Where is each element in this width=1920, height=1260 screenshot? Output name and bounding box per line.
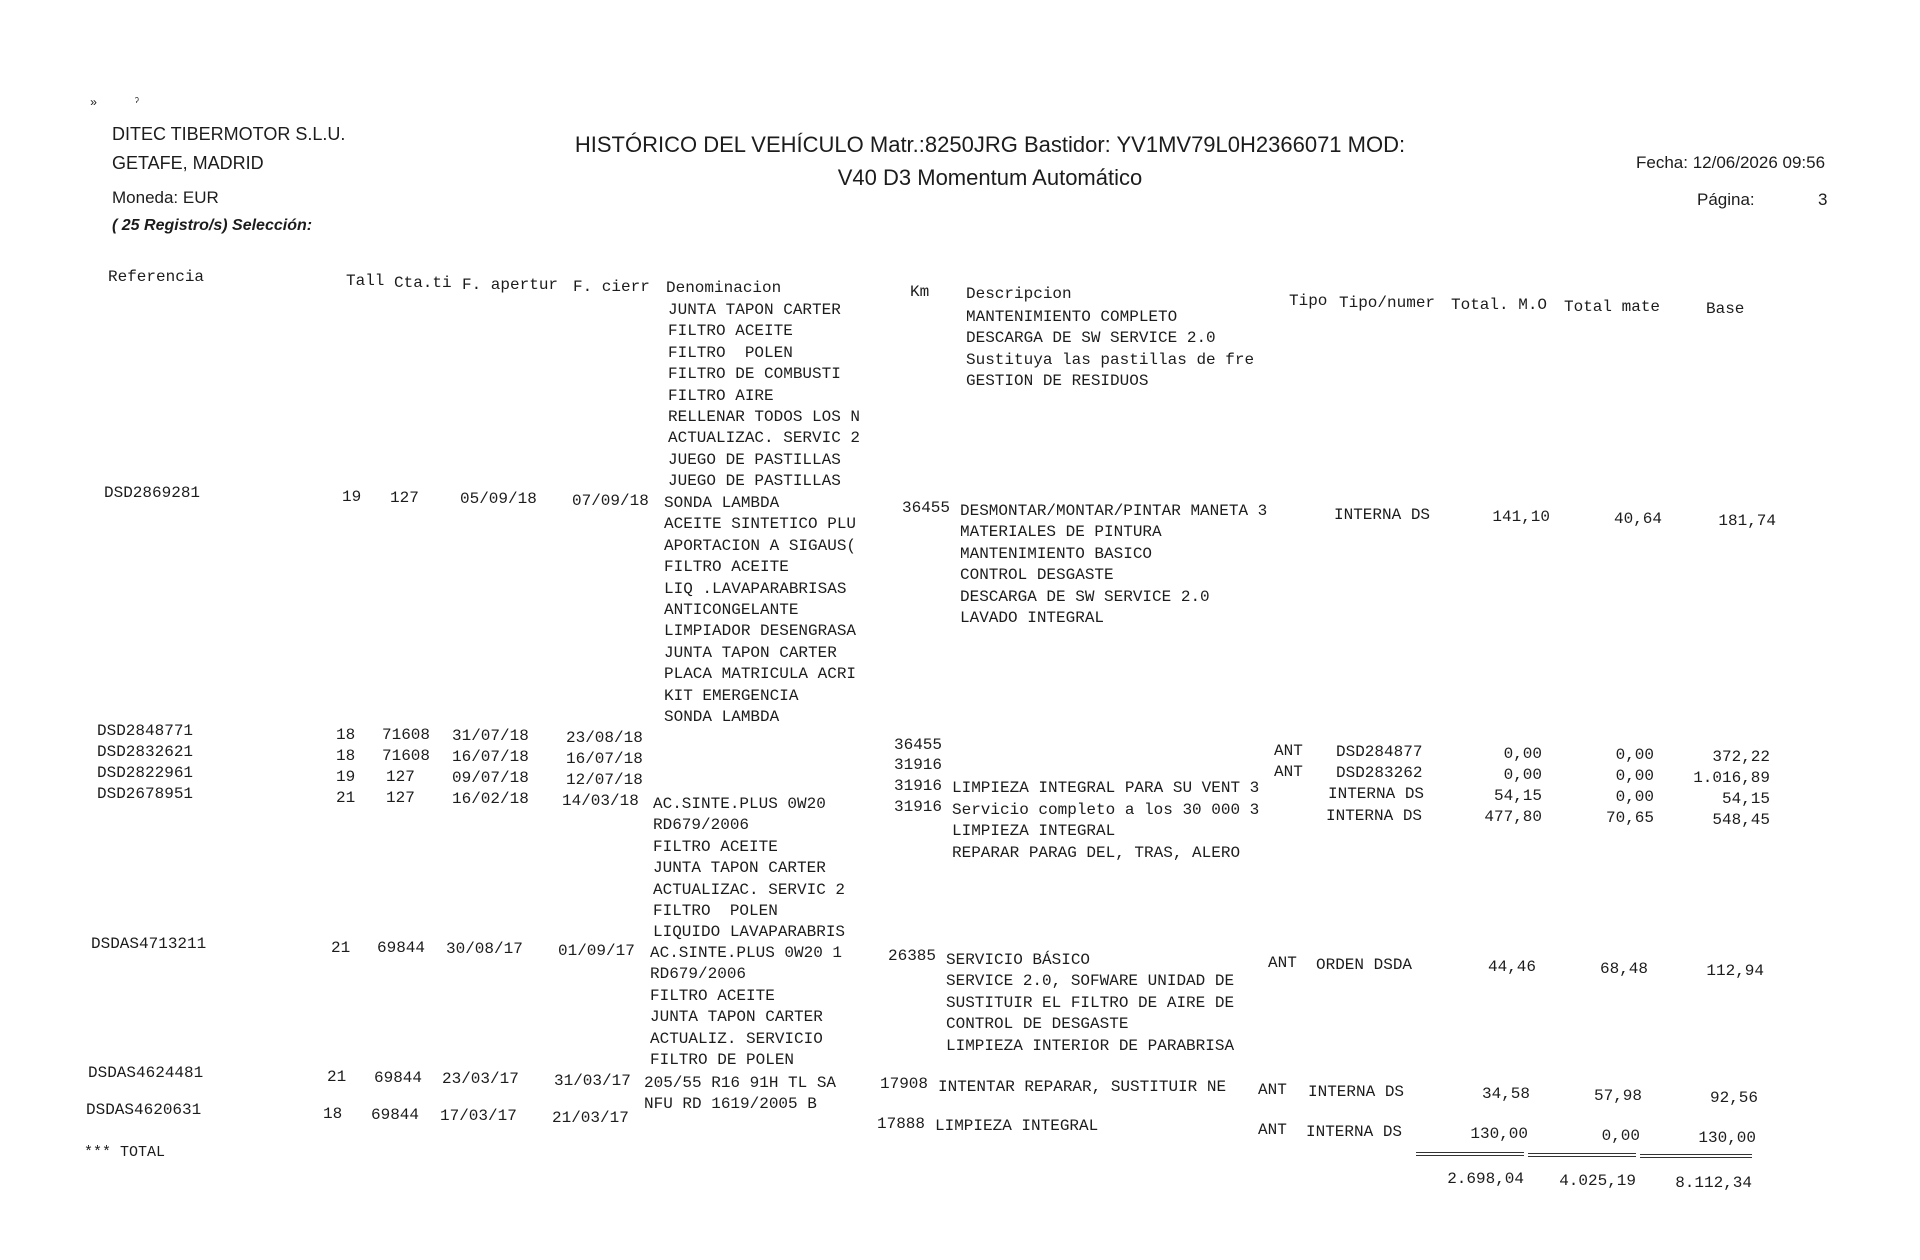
row-tall: 18 — [336, 726, 356, 744]
row-tall: 19 — [336, 768, 356, 786]
row-base: 372,22 — [1712, 748, 1770, 766]
row-tall: 21 — [331, 939, 351, 957]
row-base: 181,74 — [1718, 512, 1776, 530]
row-cta: 71608 — [382, 747, 431, 765]
row-descripcion: LIMPIEZA INTEGRAL PARA SU VENT 3 — [952, 779, 1260, 797]
row-referencia: DSD2678951 — [97, 785, 194, 803]
col-km: Km — [910, 283, 930, 301]
row-cierre: 12/07/18 — [566, 771, 643, 789]
total-base: 8.112,34 — [1675, 1174, 1752, 1192]
denominacion-continuation: JUNTA TAPON CARTER FILTRO ACEITE FILTRO POLEN FILTRO DE COMBUSTI FILTRO AIRE RELLENAR TODOS LOS N ACTUALIZAC. SERVIC 2 JUEGO DE PASTILLAS JUEGO DE PASTILLAS — [668, 301, 861, 491]
row-referencia: DSD2822961 — [97, 764, 194, 782]
row-referencia: DSDAS4624481 — [88, 1064, 204, 1082]
row-base: 1.016,89 — [1693, 769, 1770, 787]
row-cierre: 14/03/18 — [562, 792, 639, 810]
row-referencia: DSD2848771 — [97, 722, 194, 740]
col-tall: Tall — [346, 272, 385, 290]
total-mo: 2.698,04 — [1447, 1170, 1524, 1188]
total-base-rule — [1640, 1154, 1752, 1158]
row-denominacion: AC.SINTE.PLUS 0W20 1 RD679/2006 FILTRO ACEITE JUNTA TAPON CARTER ACTUALIZ. SERVICIO FILTRO DE POLEN — [650, 944, 843, 1070]
page-subtitle: V40 D3 Momentum Automático — [837, 165, 1143, 190]
row-total-materiales: 40,64 — [1613, 510, 1662, 528]
row-km: 26385 — [888, 947, 937, 965]
row-total-mo: 54,15 — [1493, 787, 1542, 805]
col-total-materiales: Total mate — [1564, 298, 1661, 316]
row-cierre: 21/03/17 — [552, 1109, 629, 1127]
row-referencia: DSD2869281 — [104, 484, 201, 502]
row-cta: 127 — [390, 489, 419, 507]
row-tipo-numero: INTERNA DS — [1328, 785, 1425, 803]
row-descripcion: DESMONTAR/MONTAR/PINTAR MANETA 3 MATERIALES DE PINTURA MANTENIMIENTO BASICO CONTROL DESGASTE DESCARGA DE SW SERVICE 2.0 LAVADO INTEGRAL — [960, 502, 1268, 628]
row-km: 31916 — [894, 798, 943, 816]
row-apertura: 09/07/18 — [452, 769, 529, 787]
row-km: 17908 — [880, 1075, 929, 1093]
row-total-materiales: 68,48 — [1599, 960, 1648, 978]
company-city: GETAFE, MADRID — [112, 153, 264, 173]
row-tipo-numero: ORDEN DSDA — [1316, 956, 1413, 974]
total-mo-rule — [1416, 1152, 1524, 1156]
row-tall: 18 — [336, 747, 356, 765]
row-tipo-numero: INTERNA DS — [1326, 807, 1423, 825]
row-cierre: 07/09/18 — [572, 492, 649, 510]
row-tipo-numero: INTERNA DS — [1308, 1083, 1405, 1101]
row-total-materiales: 57,98 — [1593, 1087, 1642, 1105]
col-cierre: F. cierr — [573, 278, 650, 296]
row-cierre: 31/03/17 — [554, 1072, 631, 1090]
col-total-mo: Total. M.O — [1451, 296, 1548, 314]
row-base: 112,94 — [1706, 962, 1764, 980]
row-cta: 127 — [386, 789, 415, 807]
row-tipo: ANT — [1258, 1121, 1287, 1139]
currency: Moneda: EUR — [112, 188, 219, 207]
row-base: 54,15 — [1721, 790, 1770, 808]
total-label: *** TOTAL — [84, 1144, 166, 1161]
row-base: 130,00 — [1698, 1129, 1756, 1147]
col-tipo-numero: Tipo/numer — [1339, 294, 1436, 312]
row-cta: 69844 — [377, 939, 426, 957]
row-km: 31916 — [894, 756, 943, 774]
page-number: 3 — [1818, 190, 1828, 209]
row-total-mo: 34,58 — [1481, 1085, 1530, 1103]
row-km: 36455 — [902, 499, 951, 517]
row-base: 92,56 — [1709, 1089, 1758, 1107]
row-km: 36455 — [894, 736, 943, 754]
row-apertura: 23/03/17 — [442, 1070, 519, 1088]
row-cta: 69844 — [374, 1069, 423, 1087]
row-denominacion: AC.SINTE.PLUS 0W20 RD679/2006 FILTRO ACEITE JUNTA TAPON CARTER ACTUALIZAC. SERVIC 2 FILTRO POLEN LIQUIDO LAVAPARABRIS — [653, 795, 846, 942]
row-tipo-numero: DSD283262 — [1336, 764, 1423, 782]
row-km: 31916 — [894, 777, 943, 795]
scan-marks: » ˀ — [90, 96, 141, 110]
row-cta: 71608 — [382, 726, 431, 744]
records-selection: ( 25 Registro/s) Selección: — [112, 217, 313, 234]
row-km: 17888 — [877, 1115, 926, 1133]
row-cierre: 23/08/18 — [566, 729, 643, 747]
row-descripcion: LIMPIEZA INTEGRAL — [935, 1117, 1099, 1135]
row-total-mo: 130,00 — [1470, 1125, 1528, 1143]
row-denominacion: SONDA LAMBDA ACEITE SINTETICO PLU APORTACION A SIGAUS( FILTRO ACEITE LIQ .LAVAPARABRISAS ANTICONGELANTE LIMPIADOR DESENGRASA JUNTA TAPON CARTER PLACA MATRICULA ACRI KIT EMERGENCIA SONDA LAMBDA — [664, 494, 857, 727]
row-base: 548,45 — [1712, 811, 1770, 829]
row-tipo-numero: INTERNA DS — [1306, 1123, 1403, 1141]
row-cta: 69844 — [371, 1106, 420, 1124]
row-apertura: 16/07/18 — [452, 748, 529, 766]
row-apertura: 05/09/18 — [460, 490, 537, 508]
row-tipo: ANT — [1258, 1081, 1287, 1099]
row-total-mo: 44,46 — [1487, 958, 1536, 976]
row-total-materiales: 0,00 — [1615, 767, 1654, 785]
row-tipo: ANT — [1274, 742, 1303, 760]
print-date: Fecha: 12/06/2026 09:56 — [1636, 153, 1826, 172]
company-name: DITEC TIBERMOTOR S.L.U. — [112, 124, 346, 144]
row-apertura: 30/08/17 — [446, 940, 523, 958]
col-cta: Cta.ti — [394, 274, 452, 292]
row-descripcion: SERVICIO BÁSICO SERVICE 2.0, SOFWARE UNIDAD DE SUSTITUIR EL FILTRO DE AIRE DE CONTROL DE DESGASTE LIMPIEZA INTERIOR DE PARABRISA — [946, 951, 1235, 1055]
row-denominacion: 205/55 R16 91H TL SA NFU RD 1619/2005 B — [644, 1074, 837, 1114]
row-apertura: 31/07/18 — [452, 727, 529, 745]
row-total-mo: 0,00 — [1503, 745, 1542, 763]
page-label: Página: — [1697, 190, 1755, 209]
page-title: HISTÓRICO DEL VEHÍCULO Matr.:8250JRG Bastidor: YV1MV79L0H2366071 MOD: — [574, 132, 1406, 157]
row-total-materiales: 0,00 — [1615, 746, 1654, 764]
row-descripcion: Servicio completo a los 30 000 3 LIMPIEZA INTEGRAL REPARAR PARAG DEL, TRAS, ALERO — [952, 801, 1260, 862]
row-tall: 19 — [342, 488, 362, 506]
col-referencia: Referencia — [108, 268, 205, 286]
row-cta: 127 — [386, 768, 415, 786]
col-tipo: Tipo — [1289, 292, 1328, 310]
row-tall: 18 — [323, 1105, 343, 1123]
row-tipo: ANT — [1274, 763, 1303, 781]
row-tall: 21 — [336, 789, 356, 807]
row-total-materiales: 70,65 — [1605, 809, 1654, 827]
row-total-materiales: 0,00 — [1601, 1127, 1640, 1145]
row-referencia: DSD2832621 — [97, 743, 194, 761]
row-tall: 21 — [327, 1068, 347, 1086]
row-tipo-numero: INTERNA DS — [1334, 506, 1431, 524]
total-materiales-rule — [1528, 1153, 1636, 1157]
row-referencia: DSDAS4620631 — [86, 1101, 202, 1119]
row-apertura: 17/03/17 — [440, 1107, 517, 1125]
col-apertura: F. apertur — [462, 276, 559, 294]
descripcion-continuation: MANTENIMIENTO COMPLETO DESCARGA DE SW SERVICE 2.0 Sustituya las pastillas de fre GESTION DE RESIDUOS — [966, 308, 1255, 391]
row-tipo: ANT — [1268, 954, 1297, 972]
row-referencia: DSDAS4713211 — [91, 935, 207, 953]
col-denominacion: Denominacion — [666, 279, 782, 297]
row-total-mo: 477,80 — [1484, 808, 1542, 826]
col-descripcion: Descripcion — [966, 285, 1072, 303]
col-base: Base — [1706, 300, 1745, 318]
row-apertura: 16/02/18 — [452, 790, 529, 808]
row-total-mo: 0,00 — [1503, 766, 1542, 784]
row-tipo-numero: DSD284877 — [1336, 743, 1423, 761]
row-total-materiales: 0,00 — [1615, 788, 1654, 806]
total-materiales: 4.025,19 — [1559, 1172, 1636, 1190]
row-descripcion: INTENTAR REPARAR, SUSTITUIR NE — [938, 1078, 1227, 1096]
row-total-mo: 141,10 — [1492, 508, 1550, 526]
row-cierre: 16/07/18 — [566, 750, 643, 768]
row-cierre: 01/09/17 — [558, 942, 635, 960]
